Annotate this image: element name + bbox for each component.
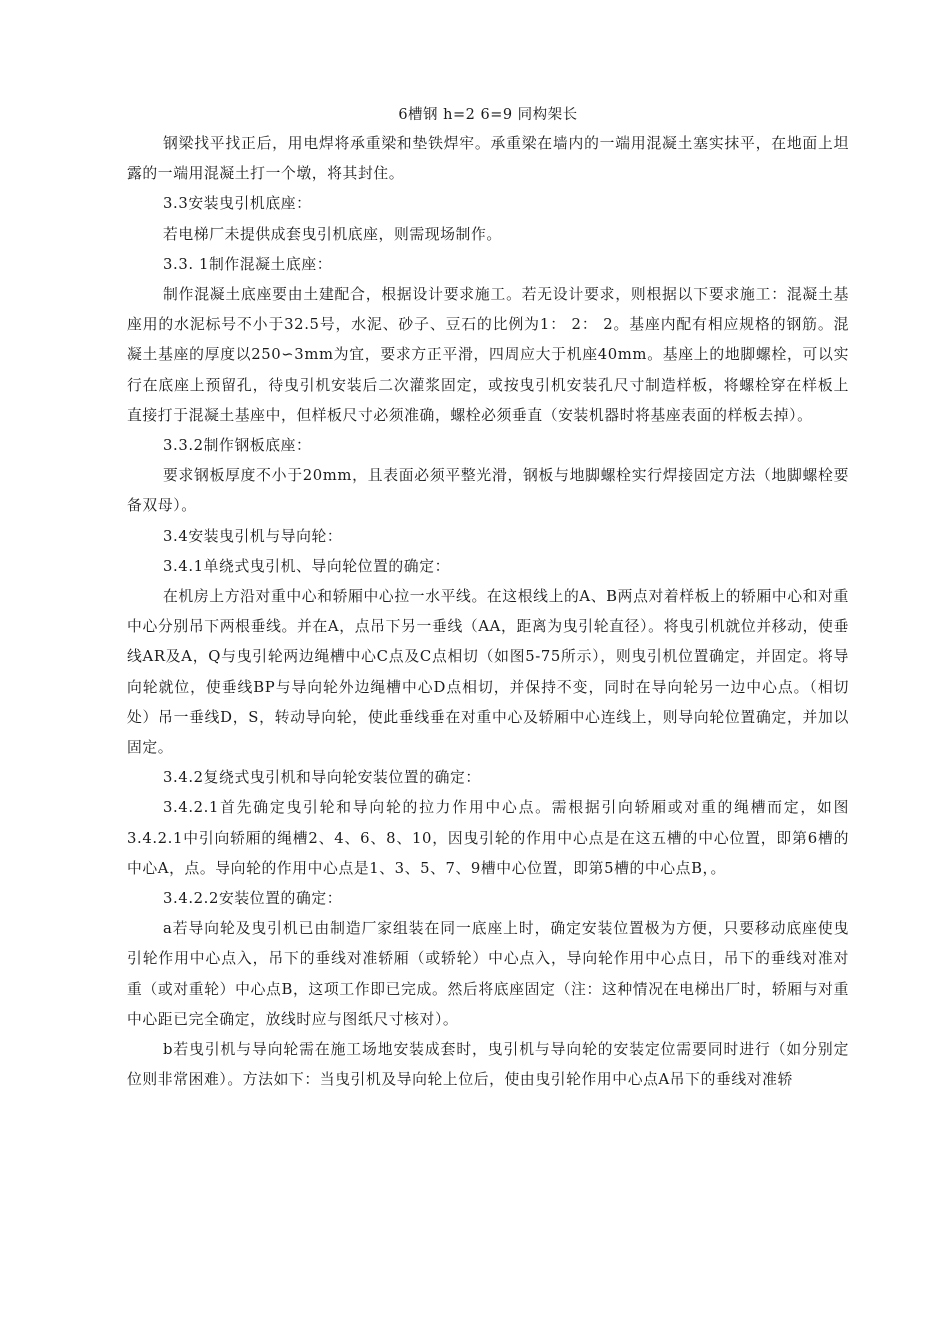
- section-heading-3-4: 3.4安装曳引机与导向轮：: [163, 527, 343, 545]
- paragraph-base-note: 若电梯厂未提供成套曳引机底座，则需现场制作。: [163, 225, 502, 243]
- section-heading-3-3-2: 3.3.2制作钢板底座：: [163, 437, 312, 455]
- paragraph-item-b: b若曳引机与导向轮需在施工场地安装成套时，曳引机与导向轮的安装定位需要同时进行（如分别定位则非常困难）。方法如下：当曳引机及导向轮上位后，使由曳引轮作用中心点A吊下的垂线对准轿: [127, 1041, 849, 1089]
- paragraph-steel-base: 要求钢板厚度不小于20mm，且表面必须平整光滑，钢板与地脚螺栓实行焊接固定方法（地脚螺栓要备双母）。: [127, 467, 849, 515]
- paragraph-beam-welding: 钢梁找平找正后，用电焊将承重梁和垫铁焊牢。承重梁在墙内的一端用混凝土塞实抹平，在地面上坦露的一端用混凝土打一个墩，将其封住。: [127, 135, 849, 183]
- section-heading-3-3: 3.3安装曳引机底座：: [163, 195, 312, 213]
- page-title: 6槽钢 h=2 6=9 同构架长: [398, 107, 578, 123]
- paragraph-concrete-base: 制作混凝土底座要由土建配合，根据设计要求施工。若无设计要求，则根据以下要求施工：混凝土基座用的水泥标号不小于32.5号，水泥、砂子、豆石的比例为1： 2： 2。基座内配有相应规格的钢筋。混凝土基座的厚度以250∽3mm为宜，要求方正平滑，四周应大于机座40mm。基座上的地脚螺栓，可以实行在底座上预留孔，待曳引机安装后二次灌浆固定，或按曳引机安装孔尺寸制造样板，将螺栓穿在样板上直接打于混凝土基座中，但样板尺寸必须准确，螺栓必须垂直（安装机器时将基座表面的样板去掉）。: [127, 286, 849, 424]
- paragraph-3-4-2-1: 3.4.2.1首先确定曳引轮和导向轮的拉力作用中心点。需根据引向轿厢或对重的绳槽而定，如图3.4.2.1中引向轿厢的绳槽2、4、6、8、10，因曳引轮的作用中心点是在这五槽的中心位置，即第6槽的中心A，点。导向轮的作用中心点是1、3、5、7、9槽中心位置，即第5槽的中心点B，。: [127, 799, 849, 877]
- section-heading-3-4-2: 3.4.2复绕式曳引机和导向轮安装位置的确定：: [163, 769, 481, 787]
- section-heading-3-3-1: 3.3. 1制作混凝土底座：: [163, 255, 333, 273]
- document-body: [127, 101, 849, 1096]
- paragraph-single-wrap: 在机房上方沿对重中心和轿厢中心拉一水平线。在这根线上的A、B两点对着样板上的轿厢中心和对重中心分别吊下两根垂线。并在A，点吊下另一垂线（AA，距离为曳引轮直径）。将曳引机就位并移动，使垂线AR及A，Q与曳引轮两边绳槽中心C点及C点相切（如图5-75所示），则曳引机位置确定，并固定。将导向轮就位，使垂线BP与导向轮外边绳槽中心D点相切，并保持不变，同时在导向轮另一边中心点。（相切处）吊一垂线D，S，转动导向轮，使此垂线垂在对重中心及轿厢中心连线上，则导向轮位置确定，并加以固定。: [127, 588, 849, 757]
- paragraph-item-a: a若导向轮及曳引机已由制造厂家组装在同一底座上时，确定安装位置极为方便，只要移动底座使曳引轮作用中心点入，吊下的垂线对准轿厢（或轿轮）中心点入，导向轮作用中心点日，吊下的垂线对准对重（或对重轮）中心点B，这项工作即已完成。然后将底座固定（注：这种情况在电梯出厂时，轿厢与对重中心距已完全确定，放线时应与图纸尺寸核对）。: [127, 920, 849, 1028]
- section-heading-3-4-2-2: 3.4.2.2安装位置的确定：: [163, 890, 343, 908]
- section-heading-3-4-1: 3.4.1单绕式曳引机、导向轮位置的确定：: [163, 557, 451, 575]
